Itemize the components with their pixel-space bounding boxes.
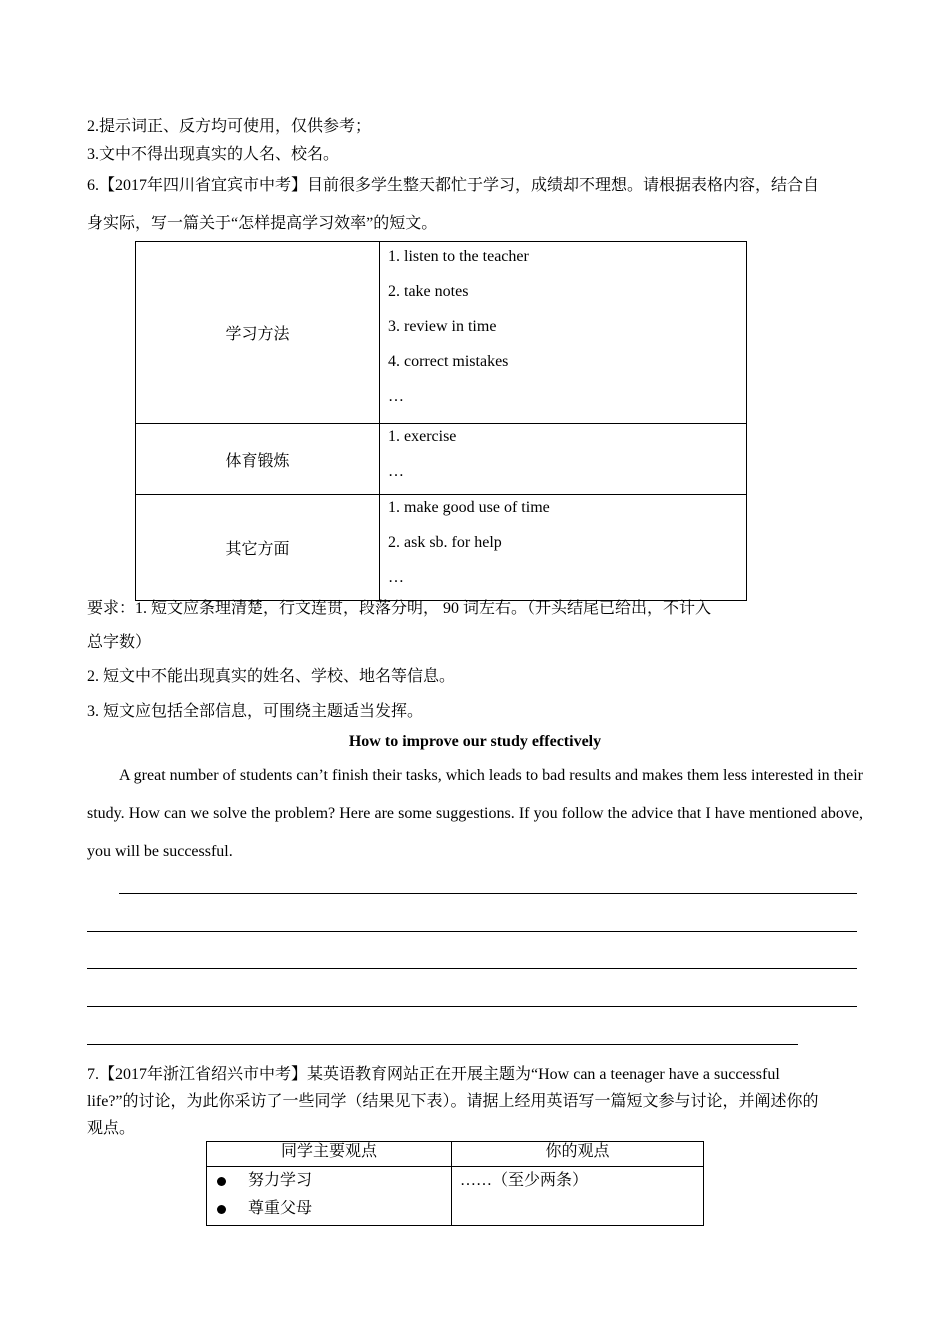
bullet-icon: [217, 1177, 226, 1186]
view-text: 努力学习: [248, 1172, 313, 1189]
row-label: 学习方法: [136, 242, 380, 424]
q7-prompt-line-2: life?”的讨论，为此你采访了一些同学（结果见下表）。请据上经用英语写一篇短文参与讨论，并阐述你的: [87, 1093, 819, 1110]
writing-line: [87, 931, 857, 932]
table-row: [136, 242, 747, 424]
essay-paragraph: A great number of students can’t finish their tasks, which leads to bad results and makes them less interested in their study. How can we solve the problem? Here are some suggestions. If you follow the advice that I have mentioned above, you will be successful.: [87, 767, 863, 860]
table-header-row: [207, 1142, 704, 1167]
q6-requirement-1a: 要求：1. 短文应条理清楚，行文连贯，段落分明， 90 词左右。（开头结尾已给出，不计入: [87, 600, 712, 617]
row-items: [380, 424, 747, 495]
writing-line: [87, 968, 857, 969]
column-header: 同学主要观点: [207, 1142, 452, 1167]
q6-prompt-line-2: 身实际，写一篇关于“怎样提高学习效率”的短文。: [87, 215, 438, 232]
q6-hint-table: [135, 241, 747, 601]
row-label: 体育锻炼: [136, 424, 380, 495]
q6-requirement-1b: 总字数）: [87, 634, 152, 651]
list-item: 1. listen to the teacher: [388, 248, 529, 265]
writing-line: [87, 1006, 857, 1007]
column-header: 你的观点: [452, 1142, 704, 1167]
q7-opinion-table: [206, 1141, 704, 1226]
list-item: …: [388, 463, 404, 480]
bullet-icon: [217, 1205, 226, 1214]
row-items: [380, 242, 747, 424]
your-view: ……（至少两条）: [452, 1167, 704, 1226]
writing-line: [87, 1044, 798, 1045]
q7-prompt-line-1: 7.【2017年浙江省绍兴市中考】某英语教育网站正在开展主题为“How can a teenager have a successful: [87, 1066, 780, 1083]
list-item: 1. make good use of time: [388, 499, 550, 516]
view-text: 尊重父母: [248, 1200, 313, 1217]
table-row: [136, 495, 747, 601]
list-item: 2. ask sb. for help: [388, 534, 502, 551]
q6-requirement-2: 2. 短文中不能出现真实的姓名、学校、地名等信息。: [87, 668, 456, 685]
list-item: 2. take notes: [388, 283, 469, 300]
row-label: 其它方面: [136, 495, 380, 601]
intro-line-1: 2.提示词正、反方均可使用，仅供参考；: [87, 118, 372, 135]
list-item: [207, 1167, 451, 1195]
q7-prompt-line-3: 观点。: [87, 1120, 136, 1137]
classmate-views: [207, 1167, 452, 1226]
intro-line-2: 3.文中不得出现真实的人名、校名。: [87, 146, 340, 163]
essay-title: How to improve our study effectively: [348, 733, 602, 750]
list-item: …: [388, 569, 404, 586]
list-item: 1. exercise: [388, 428, 457, 445]
list-item: …: [388, 388, 404, 405]
q6-requirement-3: 3. 短文应包括全部信息，可围绕主题适当发挥。: [87, 703, 424, 720]
list-item: 4. correct mistakes: [388, 353, 509, 370]
table-row: [136, 424, 747, 495]
list-item: [207, 1195, 451, 1223]
list-item: 3. review in time: [388, 318, 497, 335]
table-row: [207, 1167, 704, 1226]
q6-prompt-line-1: 6.【2017年四川省宜宾市中考】目前很多学生整天都忙于学习，成绩却不理想。请根据表格内容，结合自: [87, 177, 820, 194]
row-items: [380, 495, 747, 601]
writing-line: [119, 893, 857, 894]
